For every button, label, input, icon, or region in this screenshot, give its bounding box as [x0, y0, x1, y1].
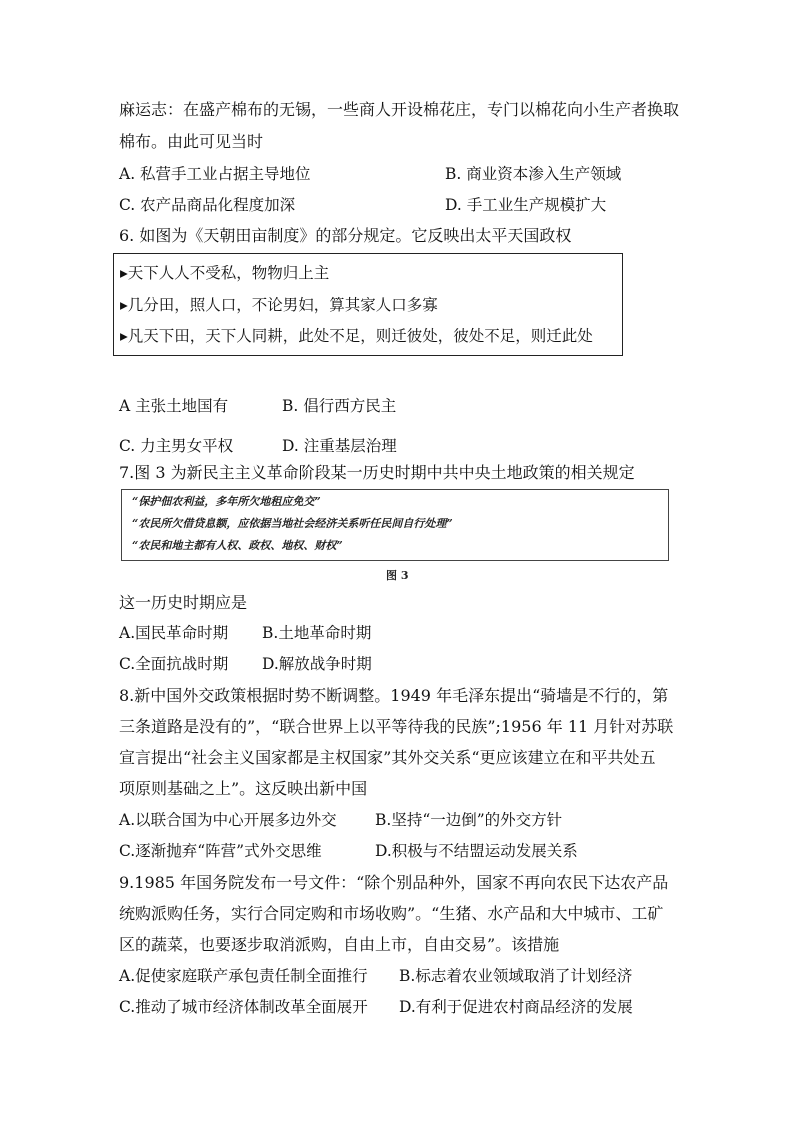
q8-option-b[interactable]: B.坚持“一边倒”的外交方针 [375, 811, 563, 829]
q6-option-a[interactable]: A 主张土地国有 [119, 397, 229, 415]
q7-stem: 7.图 3 为新民主主义革命阶段某一历史时期中共中央土地政策的相关规定 [119, 463, 635, 482]
q9-option-a[interactable]: A.促使家庭联产承包责任制全面推行 [119, 967, 368, 985]
q6-option-d[interactable]: D. 注重基层治理 [282, 437, 397, 455]
q6-box-line2: ▸几分田，照人口，不论男妇，算其家人口多寡 [120, 296, 438, 314]
q5-option-b[interactable]: B. 商业资本渗入生产领域 [445, 165, 622, 183]
q5-stem-line2: 棉布。由此可见当时 [119, 132, 264, 151]
q9-stem-line3: 区的蔬菜，也要逐步取消派购，自由上市，自由交易”。该措施 [119, 935, 560, 954]
q6-box-line3: ▸凡天下田，天下人同耕，此处不足，则迁彼处，彼处不足，则迁此处 [120, 327, 593, 345]
q8-stem-line4: 项原则基础之上”。这反映出新中国 [119, 779, 368, 798]
q6-box-line1: ▸天下人人不受私，物物归上主 [120, 264, 330, 282]
q9-option-b[interactable]: B.标志着农业领域取消了计划经济 [399, 967, 633, 985]
q6-option-c[interactable]: C. 力主男女平权 [119, 437, 234, 455]
q5-stem-line1: 麻运志：在盛产棉布的无锡，一些商人开设棉花庄，专门以棉花向小生产者换取 [119, 100, 680, 119]
q7-option-d[interactable]: D.解放战争时期 [262, 655, 372, 673]
q6-source-box [113, 253, 623, 356]
q7-option-c[interactable]: C.全面抗战时期 [119, 655, 229, 673]
q9-option-c[interactable]: C.推动了城市经济体制改革全面展开 [119, 998, 368, 1016]
q9-option-d[interactable]: D.有利于促进农村商品经济的发展 [399, 998, 633, 1016]
q7-option-a[interactable]: A.国民革命时期 [119, 624, 229, 642]
q7-box-line3: “农民和地主都有人权、政权、地权、财权” [132, 539, 343, 552]
q8-option-a[interactable]: A.以联合国为中心开展多边外交 [119, 811, 337, 829]
q6-option-b[interactable]: B. 倡行西方民主 [282, 397, 397, 415]
q8-stem-line1: 8.新中国外交政策根据时势不断调整。1949 年毛泽东提出“骑墙是不行的，第 [119, 686, 669, 705]
q9-stem-line2: 统购派购任务，实行合同定购和市场收购”。“生猪、水产品和大中城市、工矿 [119, 904, 664, 923]
q5-option-d[interactable]: D. 手工业生产规模扩大 [445, 196, 607, 214]
q5-option-c[interactable]: C. 农产品商品化程度加深 [119, 196, 296, 214]
q8-option-d[interactable]: D.积极与不结盟运动发展关系 [375, 842, 578, 860]
q7-box-line2: “农民所欠借贷息额，应依据当地社会经济关系听任民间自行处理” [132, 517, 453, 530]
q5-option-a[interactable]: A. 私营手工业占据主导地位 [119, 165, 311, 183]
q6-stem: 6. 如图为《天朝田亩制度》的部分规定。它反映出太平天国政权 [119, 226, 572, 245]
q8-stem-line2: 三条道路是没有的”，“联合世界上以平等待我的民族”;1956 年 11 月针对苏联 [119, 717, 674, 736]
q7-figure-caption: 图 3 [386, 569, 409, 582]
q7-figure-box [121, 489, 669, 561]
q7-box-line1: “保护佃农利益，多年所欠地租应免交” [132, 495, 321, 508]
q9-stem-line1: 9.1985 年国务院发布一号文件：“除个别品种外，国家不再向农民下达农产品 [119, 873, 669, 892]
q8-stem-line3: 宣言提出“社会主义国家都是主权国家”其外交关系“更应该建立在和平共处五 [119, 748, 656, 767]
q8-option-c[interactable]: C.逐渐抛弃“阵营”式外交思维 [119, 842, 322, 860]
q7-option-b[interactable]: B.土地革命时期 [262, 624, 372, 642]
q7-question: 这一历史时期应是 [119, 593, 248, 612]
